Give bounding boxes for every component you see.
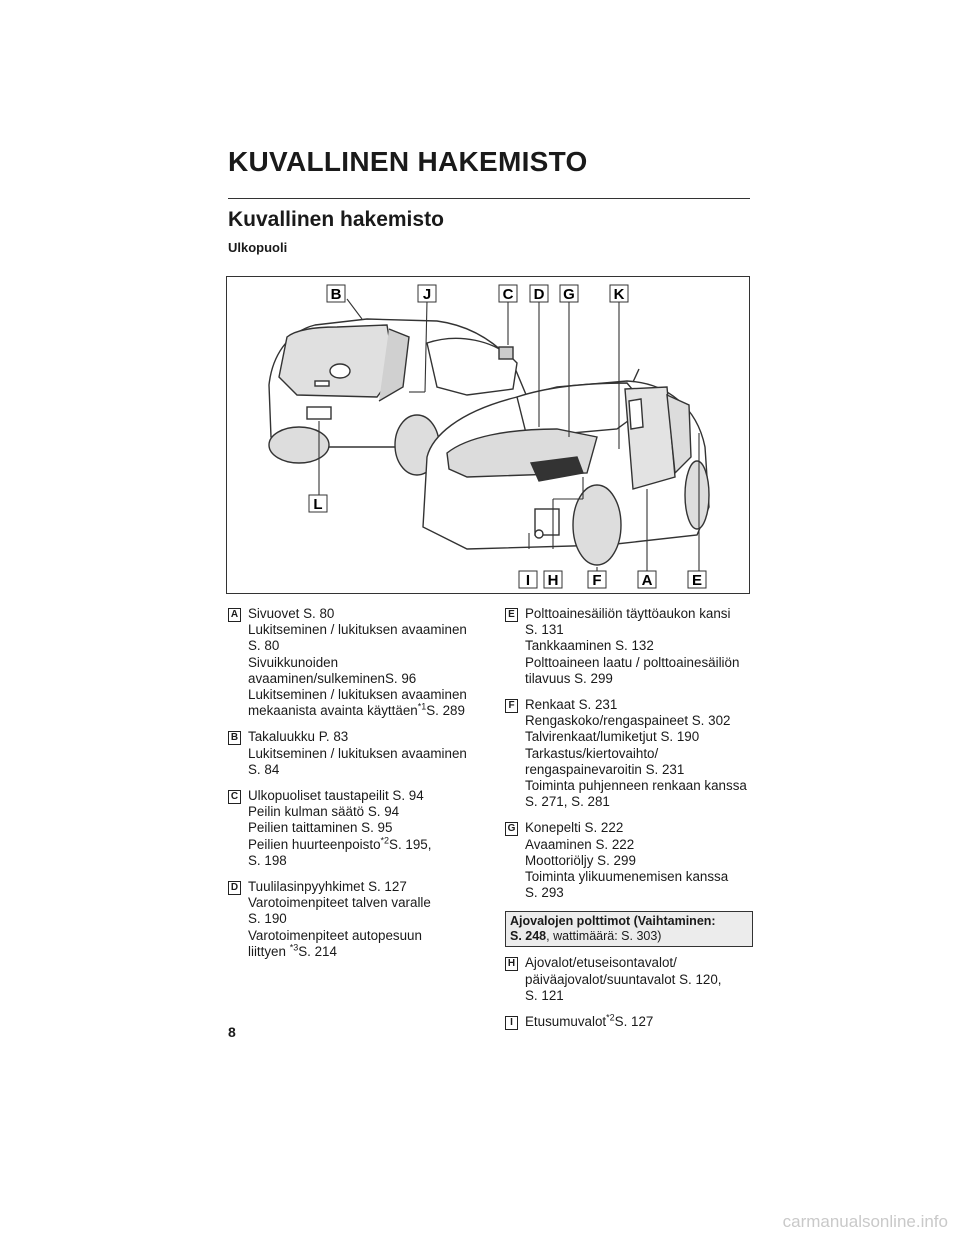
entry-line <box>248 944 468 960</box>
entry-line: Ulkopuoliset taustapeilit S. 94 <box>248 788 424 804</box>
entry-line: S. 293 <box>525 885 564 901</box>
entry-line: Tarkastus/kiertovaihto/ <box>525 745 659 761</box>
entry-f <box>505 697 753 810</box>
callout-i <box>519 571 537 589</box>
entry-line: Polttoainesäiliön täyttöaukon kansi <box>525 606 731 621</box>
callout-j <box>418 285 436 303</box>
footnote-marker: *3 <box>289 942 299 953</box>
entry-c <box>228 788 468 869</box>
entry-text: Etusumuvalot <box>525 1014 607 1030</box>
entry-line: Rengaskoko/rengaspaineet S. 302 <box>525 713 731 729</box>
entry-line: Tankkaaminen S. 132 <box>525 638 654 654</box>
entry-line: Talvirenkaat/lumiketjut S. 190 <box>525 729 700 745</box>
entry-h <box>505 955 753 1004</box>
entry-line: S. 198 <box>248 852 287 868</box>
entry-letter: B <box>228 731 241 745</box>
entry-line: Takaluukku P. 83 <box>248 729 349 745</box>
entry-line: Avaaminen S. 222 <box>525 836 635 852</box>
header-divider <box>228 198 750 199</box>
entry-d <box>228 879 468 960</box>
entry-line: Tuulilasinpyyhkimet S. 127 <box>248 879 407 895</box>
svg-text:A: A <box>641 572 653 589</box>
page-ref: S. 127 <box>614 1014 654 1030</box>
entry-line: Toiminta puhjenneen renkaan kanssa <box>525 778 747 794</box>
callout-k <box>610 285 628 303</box>
entry-letter: C <box>228 790 241 804</box>
entry-letter: A <box>228 608 241 622</box>
entry-line: Peilien taittaminen S. 95 <box>248 820 393 836</box>
callout-a <box>638 571 656 589</box>
svg-text:H: H <box>547 572 559 589</box>
callout-e <box>688 571 706 589</box>
entry-line: avaaminen/sulkeminenS. 96 <box>248 670 417 686</box>
entry-line: S. 271, S. 281 <box>525 794 610 810</box>
callout-g <box>560 285 578 303</box>
page-number: 8 <box>228 1024 236 1040</box>
info-bold: Ajovalojen polttimot (Vaihtaminen: <box>510 914 716 929</box>
right-column <box>505 606 753 1040</box>
page-ref: S. 195, <box>389 836 432 852</box>
entry-e <box>505 606 753 687</box>
entry-line: Varotoimenpiteet talven varalle <box>248 895 431 911</box>
entry-line: Ajovalot/etuseisontavalot/ <box>525 955 677 971</box>
entry-g <box>505 820 753 901</box>
callout-b <box>327 285 345 303</box>
entry-line <box>525 1014 753 1030</box>
entry-letter: E <box>505 608 518 622</box>
entry-a <box>228 606 468 719</box>
entry-line: Lukitseminen / lukituksen avaaminen <box>248 622 467 638</box>
entry-line: Varotoimenpiteet autopesuun <box>248 927 422 943</box>
entry-line: Lukitseminen / lukituksen avaaminen <box>248 687 467 703</box>
info-bold-ref: S. 248 <box>510 929 547 944</box>
callout-l <box>309 495 327 513</box>
entry-letter: G <box>505 822 518 836</box>
svg-text:I: I <box>525 572 531 589</box>
section-title: KUVALLINEN HAKEMISTO <box>228 146 588 177</box>
entry-line: S. 131 <box>525 622 564 638</box>
car-illustration <box>227 277 751 595</box>
watermark: carmanualsonline.info <box>782 1212 948 1231</box>
entry-line: Lukitseminen / lukituksen avaaminen <box>248 745 467 761</box>
entry-letter: I <box>505 1016 518 1030</box>
page-title: Kuvallinen hakemisto <box>228 208 444 231</box>
entry-line: S. 84 <box>248 761 280 777</box>
entry-letter: D <box>228 881 241 895</box>
entry-line <box>248 703 468 719</box>
entry-line: Konepelti S. 222 <box>525 820 624 836</box>
entry-text: mekaanista avainta käyttäen <box>248 703 418 719</box>
entry-b <box>228 729 468 778</box>
entry-line: S. 190 <box>248 911 287 927</box>
entry-line: S. 80 <box>248 638 280 654</box>
svg-text:G: G <box>563 286 575 303</box>
entry-line: Toiminta ylikuumenemisen kanssa <box>525 869 729 885</box>
page-subtitle: Ulkopuoli <box>228 240 288 255</box>
footnote-marker: *2 <box>606 1012 615 1023</box>
info-rest: , wattimäärä: S. 303) <box>546 929 662 944</box>
svg-text:D: D <box>533 286 545 303</box>
entry-letter: H <box>505 957 518 971</box>
entry-line: Peilin kulman säätö S. 94 <box>248 804 400 820</box>
entry-letter: F <box>505 699 518 713</box>
callout-d <box>530 285 548 303</box>
svg-text:B: B <box>330 286 342 303</box>
entry-line: Moottoriöljy S. 299 <box>525 852 636 868</box>
svg-text:K: K <box>613 286 625 303</box>
bulb-info-box <box>505 911 753 947</box>
callout-c <box>499 285 517 303</box>
entry-line: Renkaat S. 231 <box>525 697 618 713</box>
entry-line: rengaspainevaroitin S. 231 <box>525 761 685 777</box>
page-ref: S. 214 <box>298 943 337 959</box>
entry-i <box>505 1014 753 1030</box>
entry-line: Sivuikkunoiden <box>248 654 339 670</box>
page-ref: S. 289 <box>426 703 465 719</box>
svg-text:J: J <box>422 286 432 303</box>
entry-text: liittyen <box>248 943 290 959</box>
callout-f <box>588 571 606 589</box>
left-column <box>228 606 468 970</box>
entry-line <box>248 837 468 853</box>
svg-text:E: E <box>691 572 703 589</box>
exterior-illustration <box>226 276 750 594</box>
svg-text:F: F <box>592 572 602 589</box>
svg-text:C: C <box>502 286 514 303</box>
footnote-marker: *1 <box>417 701 427 712</box>
entry-text: Peilien huurteenpoisto <box>248 836 381 852</box>
callout-h <box>544 571 562 589</box>
entry-line: Sivuovet S. 80 <box>248 606 335 621</box>
svg-text:L: L <box>313 496 323 513</box>
entry-line: Polttoaineen laatu / polttoainesäiliön <box>525 654 740 670</box>
footnote-marker: *2 <box>380 835 390 846</box>
entry-line: S. 121 <box>525 987 564 1003</box>
entry-line: päiväajovalot/suuntavalot S. 120, <box>525 971 722 987</box>
entry-line: tilavuus S. 299 <box>525 670 613 686</box>
